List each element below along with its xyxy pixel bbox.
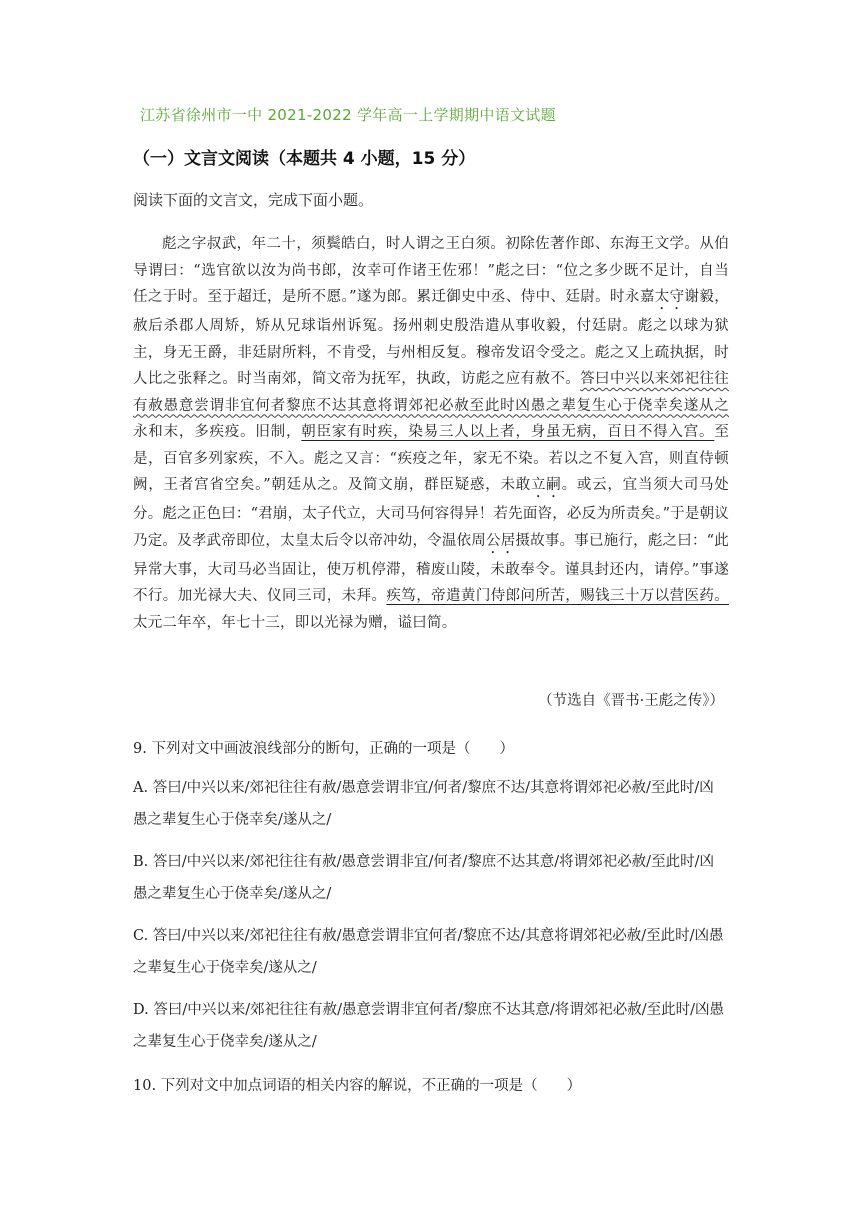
q9-option-c: C. 答曰/中兴以来/郊祀往往有赦/愚意尝谓非宜何者/黎庶不达/其意将谓郊祀必赦/至此时/凶愚之辈复生心于侥幸矣/遂从之/ — [133, 928, 724, 976]
source-title: 江苏省徐州市一中 2021-2022 学年高一上学期期中语文试题 — [140, 106, 556, 124]
question-10: 10. 下列对文中加点词语的相关内容的解说，不正确的一项是（ ） — [133, 1078, 582, 1094]
reading-instruction: 阅读下面的文言文，完成下面小题。 — [133, 191, 374, 209]
passage-text: 。或云，宜当须大司马处分。彪之正色曰：“君崩，太子代立，大司马何容得异！若先面咨，必反为所责矣。”于是朝议乃定。及孝武帝即位，太皇太后令以帝冲幼，令温依周 — [133, 477, 730, 549]
passage-text: 至是，百官多列家疾，不入。彪之又言：“疾疫之年，家无不染。若以之不复入宫，则直侍顿阙，王者宫省空矣。”朝廷从之。及简文崩，群臣疑惑，未敢 — [133, 424, 730, 493]
passage-text: 谢毅，赦后杀郡人周矫，矫从兄球诣州诉冤。扬州刺史殷浩遣从事收毅，付廷尉。彪之以球为狱主，身无王爵，非廷尉所料，不肯受，与州相反复。穆帝发诏令受之。彪之又上疏执据，时人比之张释之。时当南郊，简文帝为抚军，执政，访彪之应有赦不。 — [133, 289, 729, 387]
question-9: 9. 下列对文中画波浪线部分的断句，正确的一项是（ ） — [133, 741, 514, 757]
passage-text: 太元二年卒，年七十三，即以光禄为赠，谥曰简。 — [133, 614, 457, 631]
underlined-sentence-2: 疾笃，帝遣黄门侍郎问所苦，赐钱三十万以营医药。 — [386, 588, 729, 604]
underlined-sentence-1: 朝臣家有时疾，染易三人以上者，身虽无病，百日不得入宫。 — [301, 424, 715, 440]
citation: （节选自《晋书·王彪之传》） — [538, 693, 724, 709]
wavy-underlined-text: 答曰中兴以来郊祀往往有赦愚意尝谓非宜何者黎庶不达其意将谓郊祀必赦至此时凶愚之辈复生心于侥幸矣遂从之 — [133, 371, 730, 414]
q9-option-b: B. 答曰/中兴以来/郊祀往往有赦/愚意尝谓非宜/何者/黎庶不达其意/将谓郊祀必赦/至此时/凶愚之辈复生心于侥幸矣/遂从之/ — [133, 854, 714, 902]
passage-text: 永和末，多疾疫。旧制， — [133, 424, 302, 440]
passage-text: 彪之字叔武，年二十，须鬓皓白，时人谓之王白须。初除佐著作郎、东海王文学。从伯导谓曰：“选官欲以汝为尚书郎，汝幸可作诸王佐邪！”彪之曰：“位之多少既不足计，自当任之于时。至于超迁，是所不愿。”遂为郎。累迁御史中丞、侍中、廷尉。时永嘉 — [133, 236, 729, 305]
dotted-term-lisi: 立嗣 — [531, 477, 562, 493]
section-heading: （一）文言文阅读（本题共 4 小题，15 分） — [133, 149, 476, 169]
classical-passage — [133, 231, 729, 636]
q9-option-a: A. 答曰/中兴以来/郊祀往往有赦/愚意尝谓非宜/何者/黎庶不达/其意将谓郊祀必赦/至此时/凶愚之辈复生心于侥幸矣/遂从之/ — [133, 780, 714, 828]
dotted-term-taishou: 太守 — [654, 289, 685, 305]
passage-paragraph — [133, 231, 729, 636]
passage-text: 摄故事。事已施行，彪之曰：“此异常大事，大司马必当固让，使万机停滞，稽废山陵，未敢奉令。谨具封还内，请停。”事遂不行。加光禄大夫、仪同三司，未拜。 — [133, 532, 729, 604]
q9-option-d: D. 答曰/中兴以来/郊祀往往有赦/愚意尝谓非宜何者/黎庶不达其意/将谓郊祀必赦/至此时/凶愚之辈复生心于侥幸矣/遂从之/ — [133, 1002, 725, 1050]
dotted-term-gongju: 公居 — [486, 532, 516, 549]
